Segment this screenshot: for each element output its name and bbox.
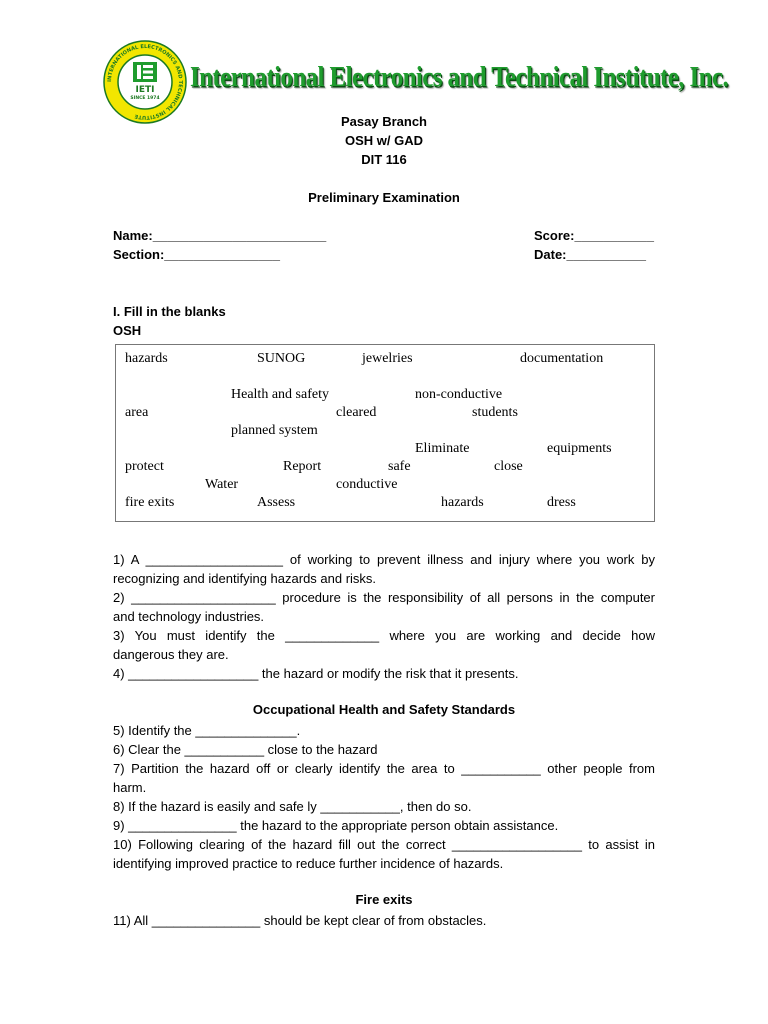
part-subtitle: OSH <box>113 323 142 338</box>
word-bank-item: Report <box>283 459 322 474</box>
question-7-line-2: harm. <box>113 780 147 795</box>
question-4: 4) __________________ the hazard or modify the risk that it presents. <box>113 666 519 681</box>
branch-line: Pasay Branch <box>341 114 427 129</box>
word-bank-item: jewelries <box>362 351 413 366</box>
question-7-line-1: 7) Partition the hazard off or clearly identify the area to ___________ other people from <box>113 761 655 776</box>
question-10-line-2: identifying improved practice to reduce further incidence of hazards. <box>113 856 504 871</box>
question-1-line-1: 1) A ___________________ of working to prevent illness and injury where you work by <box>113 552 655 567</box>
question-8: 8) If the hazard is easily and safe ly ___________, then do so. <box>113 799 472 814</box>
word-bank-item: non-conductive <box>415 387 503 402</box>
svg-text:SINCE 1974: SINCE 1974 <box>130 96 160 101</box>
question-9: 9) _______________ the hazard to the appropriate person obtain assistance. <box>113 818 559 833</box>
word-bank-item: documentation <box>520 351 604 366</box>
svg-text:IETI: IETI <box>135 85 155 95</box>
word-bank-item: safe <box>388 459 411 474</box>
question-6: 6) Clear the ___________ close to the hazard <box>113 742 378 757</box>
question-2-line-1: 2) ____________________ procedure is the responsibility of all persons in the computer <box>113 590 655 605</box>
question-5: 5) Identify the ______________. <box>113 723 301 738</box>
word-bank-item: Assess <box>257 495 296 510</box>
question-1-line-2: recognizing and identifying hazards and risks. <box>113 571 377 586</box>
word-bank-item: equipments <box>547 441 612 456</box>
score-field[interactable]: Score:___________ <box>534 228 654 243</box>
question-2-line-2: and technology industries. <box>113 609 265 624</box>
section-field[interactable]: Section:________________ <box>113 247 280 262</box>
word-bank-item: hazards <box>441 495 484 510</box>
section-title-standards: Occupational Health and Safety Standards <box>252 702 516 717</box>
question-3-line-2: dangerous they are. <box>113 647 229 662</box>
exam-title: Preliminary Examination <box>308 190 460 205</box>
date-field[interactable]: Date:___________ <box>534 247 647 262</box>
word-bank-item: hazards <box>125 351 168 366</box>
course-code-line: DIT 116 <box>361 152 407 167</box>
question-11: 11) All _______________ should be kept clear of from obstacles. <box>113 913 487 928</box>
question-10-line-1: 10) Following clearing of the hazard fill out the correct __________________ to assist in <box>113 837 655 852</box>
word-bank-item: SUNOG <box>257 351 306 366</box>
name-field[interactable]: Name:________________________ <box>113 228 327 243</box>
word-bank-item: close <box>494 459 523 474</box>
word-bank-item: protect <box>125 459 164 474</box>
word-bank-item: planned system <box>231 423 318 438</box>
section-title-fire-exits: Fire exits <box>355 892 413 907</box>
institution-title: International Electronics and Technical Institute, Inc. <box>190 62 729 94</box>
word-bank-item: Water <box>205 477 239 492</box>
word-bank-box <box>115 344 655 522</box>
part-title: I. Fill in the blanks <box>113 304 226 319</box>
word-bank-item: cleared <box>336 405 377 420</box>
word-bank-item: students <box>472 405 518 420</box>
course-line: OSH w/ GAD <box>344 133 423 148</box>
word-bank-item: Health and safety <box>231 387 329 402</box>
word-bank-item: fire exits <box>125 495 175 510</box>
word-bank-item: area <box>125 405 149 420</box>
svg-text:INTERNATIONAL ELECTRONICS AND: INTERNATIONAL ELECTRONICS AND TECHNICAL INSTITUTE <box>106 43 184 121</box>
word-bank-item: conductive <box>336 477 398 492</box>
word-bank-item: Eliminate <box>415 441 470 456</box>
ieti-logo-icon <box>103 40 187 124</box>
question-3-line-1: 3) You must identify the _____________ where you are working and decide how <box>113 628 655 643</box>
word-bank-item: dress <box>547 495 576 510</box>
